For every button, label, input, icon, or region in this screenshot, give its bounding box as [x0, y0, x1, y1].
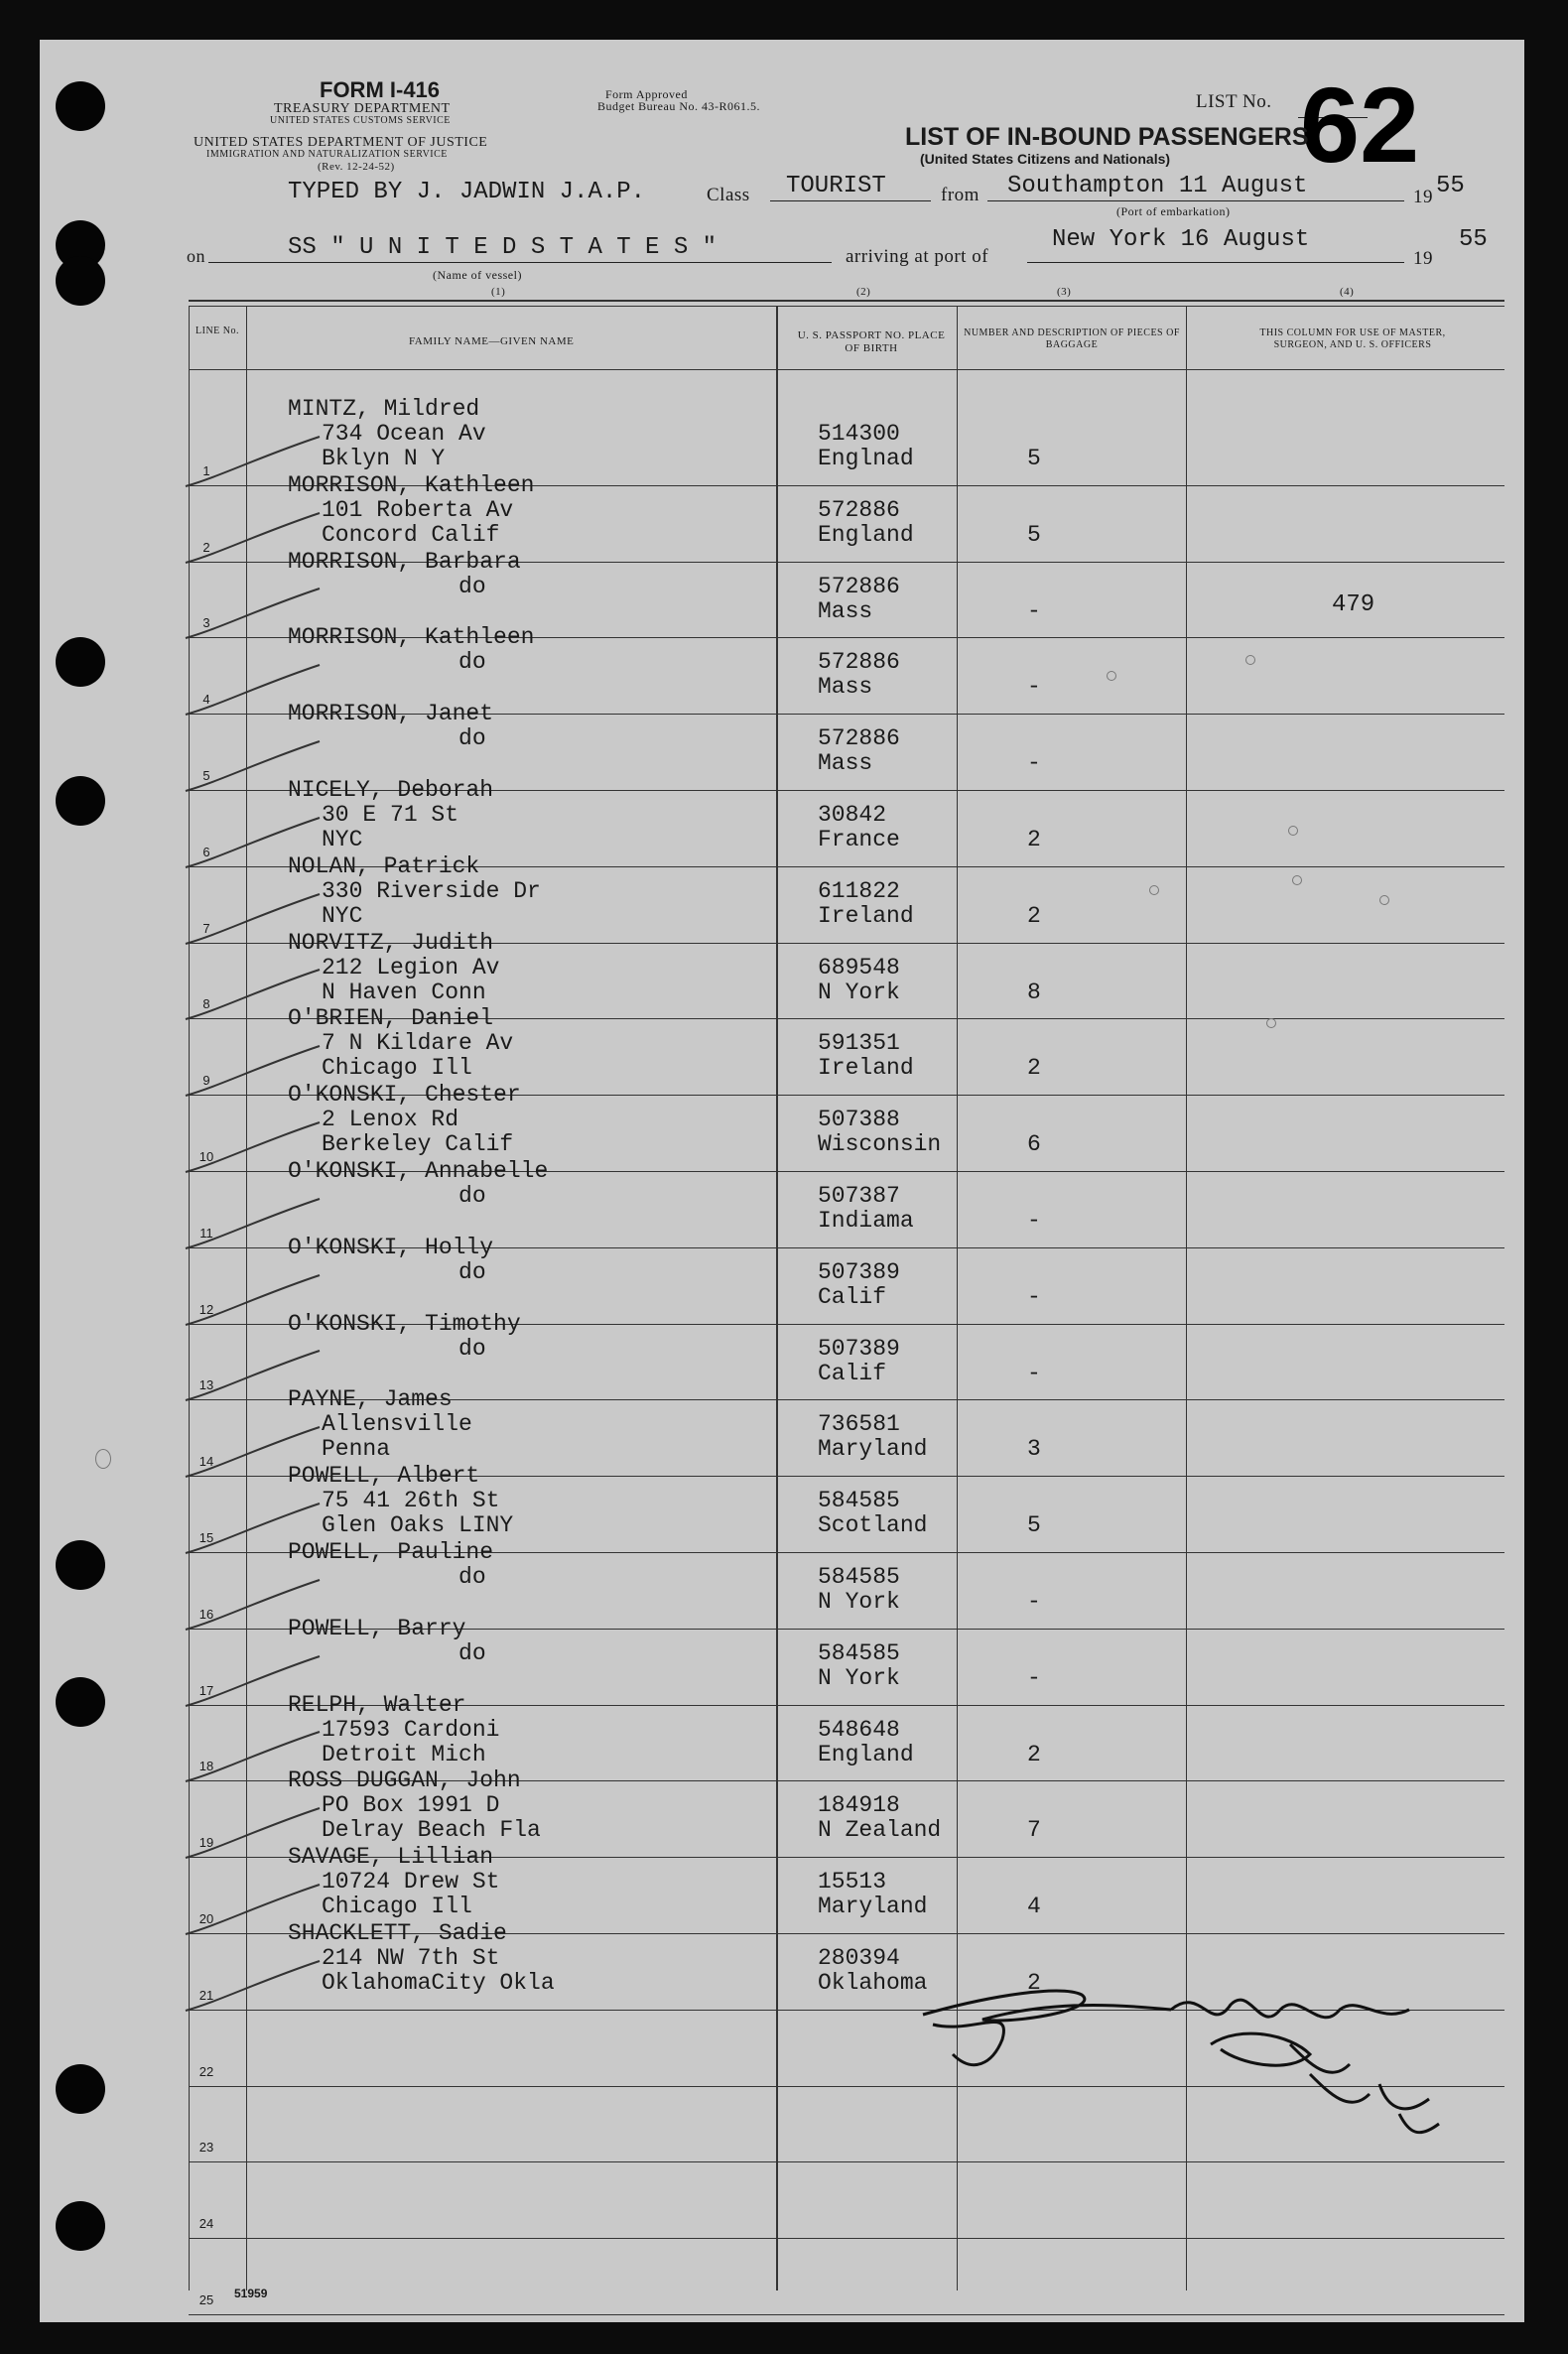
place-of-birth: Mass	[818, 674, 873, 701]
address-line-2: Chicago Ill	[322, 1894, 472, 1920]
scan-dot	[1245, 655, 1255, 665]
binder-hole	[56, 1677, 105, 1727]
passenger-name: MINTZ, Mildred	[288, 396, 480, 422]
passenger-name: MORRISON, Kathleen	[288, 624, 535, 651]
passenger-name: POWELL, Albert	[288, 1463, 480, 1490]
from-value: Southampton 11 August	[1007, 173, 1308, 199]
address-line-2: Concord Calif	[322, 521, 500, 548]
table-top-rule	[189, 300, 1504, 302]
address-line-1: do	[322, 1335, 486, 1362]
passport-number: 572886	[818, 573, 900, 599]
passport-number: 591351	[818, 1030, 900, 1057]
place-of-birth: Wisconsin	[818, 1131, 942, 1158]
year-1: 55	[1436, 173, 1465, 199]
passport-number: 507389	[818, 1258, 900, 1285]
scan-dot	[1292, 875, 1302, 885]
passport-number: 30842	[818, 802, 887, 828]
place-of-birth: England	[818, 521, 914, 548]
baggage-count: 2	[1027, 1970, 1041, 1996]
address-line-1: do	[322, 573, 486, 599]
place-of-birth: Mass	[818, 597, 873, 624]
line-number: 12	[198, 1301, 214, 1317]
address-line-1: PO Box 1991 D	[322, 1792, 500, 1819]
address-line-1: 75 41 26th St	[322, 1488, 500, 1514]
baggage-count: 5	[1027, 1512, 1041, 1539]
year-prefix-1: 19	[1413, 187, 1433, 207]
passport-number: 548648	[818, 1716, 900, 1743]
vessel-rule	[208, 262, 832, 263]
address-line-2: Glen Oaks LINY	[322, 1512, 514, 1539]
binder-hole	[56, 776, 105, 826]
address-line-1: 330 Riverside Dr	[322, 877, 541, 904]
line-number: 4	[202, 692, 210, 708]
passenger-name: NOLAN, Patrick	[288, 852, 480, 879]
passport-number: 584585	[818, 1488, 900, 1514]
col-header-line: LINE No.	[196, 326, 239, 336]
line-number: 9	[202, 1073, 210, 1089]
line-number: 18	[198, 1759, 214, 1774]
passport-number: 507389	[818, 1335, 900, 1362]
passport-number: 572886	[818, 496, 900, 523]
passport-number: 611822	[818, 877, 900, 904]
class-label: Class	[707, 185, 750, 205]
line-number: 14	[198, 1454, 214, 1470]
address-line-1: 214 NW 7th St	[322, 1945, 500, 1971]
footer-code: 51959	[234, 2287, 268, 2300]
arrival-rule	[1027, 262, 1404, 263]
form-approved: Form Approved	[605, 87, 688, 101]
scan-dot	[1288, 826, 1298, 836]
from-rule	[987, 200, 1404, 201]
line-number: 23	[198, 2140, 214, 2156]
col-header-name: FAMILY NAME—GIVEN NAME	[409, 335, 575, 347]
address-line-2: OklahomaCity Okla	[322, 1970, 555, 1996]
address-line-2: Bklyn N Y	[322, 446, 446, 471]
line-number: 8	[202, 996, 210, 1012]
from-label: from	[941, 185, 980, 205]
baggage-count: 8	[1027, 979, 1041, 1005]
passenger-name: SAVAGE, Lillian	[288, 1844, 494, 1871]
scan-mark	[95, 1449, 111, 1469]
line-number: 17	[198, 1682, 214, 1698]
form-revision: (Rev. 12-24-52)	[318, 161, 395, 173]
on-label: on	[187, 246, 205, 266]
check-mark-icon	[181, 1956, 329, 2016]
dept-justice: UNITED STATES DEPARTMENT OF JUSTICE	[194, 135, 488, 150]
address-line-1: do	[322, 725, 486, 752]
vessel-name: SS " U N I T E D S T A T E S "	[288, 234, 718, 261]
list-subtitle: (United States Citizens and Nationals)	[920, 151, 1171, 167]
form-number: FORM I-416	[320, 77, 441, 102]
passenger-name: ROSS DUGGAN, John	[288, 1767, 521, 1794]
address-line-2: N Haven Conn	[322, 979, 486, 1005]
passport-number: 736581	[818, 1411, 900, 1438]
line-number: 1	[202, 462, 210, 478]
binder-hole	[56, 637, 105, 687]
line-number: 5	[202, 768, 210, 783]
passport-number: 507387	[818, 1183, 900, 1209]
line-number: 16	[198, 1606, 214, 1622]
address-line-2: Delray Beach Fla	[322, 1817, 541, 1844]
place-of-birth: N York	[818, 1664, 900, 1691]
passport-number: 689548	[818, 954, 900, 981]
class-rule	[770, 200, 931, 201]
col-num-2: (2)	[856, 286, 871, 298]
line-number: 3	[202, 615, 210, 631]
line-number: 21	[198, 1987, 214, 2003]
row-rule	[189, 2314, 1504, 2315]
baggage-count: -	[1027, 1283, 1041, 1310]
baggage-count: 5	[1027, 521, 1041, 548]
officer-note: 479	[1332, 591, 1375, 618]
baggage-count: -	[1027, 1360, 1041, 1386]
manifest-page	[40, 40, 1524, 2322]
baggage-count: 2	[1027, 1055, 1041, 1082]
place-of-birth: Mass	[818, 750, 873, 777]
passenger-name: O'KONSKI, Holly	[288, 1234, 494, 1260]
baggage-count: 6	[1027, 1131, 1041, 1158]
passenger-name: POWELL, Pauline	[288, 1539, 494, 1565]
address-line-2: Chicago Ill	[322, 1055, 472, 1082]
address-line-1: do	[322, 649, 486, 676]
address-line-1: 17593 Cardoni	[322, 1716, 500, 1743]
address-line-1: 30 E 71 St	[322, 802, 459, 828]
line-number: 13	[198, 1377, 214, 1393]
binder-hole	[56, 2064, 105, 2114]
address-line-1: 212 Legion Av	[322, 954, 500, 981]
place-of-birth: Ireland	[818, 1055, 914, 1082]
place-of-birth: N York	[818, 1589, 900, 1615]
place-of-birth: England	[818, 1741, 914, 1767]
line-number: 24	[198, 2216, 214, 2232]
baggage-count: 2	[1027, 902, 1041, 929]
dept-treasury: TREASURY DEPARTMENT	[274, 101, 451, 116]
list-number: 62	[1300, 65, 1420, 185]
scan-dot	[1107, 671, 1116, 681]
binder-hole	[56, 2201, 105, 2251]
place-of-birth: Maryland	[818, 1436, 928, 1463]
passenger-name: NORVITZ, Judith	[288, 929, 494, 956]
budget-bureau: Budget Bureau No. 43-R061.5.	[597, 99, 760, 113]
passenger-name: POWELL, Barry	[288, 1615, 466, 1641]
place-of-birth: Calif	[818, 1360, 887, 1386]
passport-number: 584585	[818, 1564, 900, 1590]
binder-hole	[56, 1540, 105, 1590]
dept-customs: UNITED STATES CUSTOMS SERVICE	[270, 115, 451, 126]
passenger-name: O'KONSKI, Timothy	[288, 1310, 521, 1337]
arriving-label: arriving at port of	[846, 246, 989, 267]
col-num-4: (4)	[1340, 286, 1355, 298]
row-rule	[189, 2238, 1504, 2239]
place-of-birth: Scotland	[818, 1512, 928, 1539]
scan-dot	[1266, 1018, 1276, 1028]
line-number: 22	[198, 2063, 214, 2079]
scan-dot	[1379, 895, 1389, 905]
class-value: TOURIST	[786, 173, 886, 199]
place-of-birth: Ireland	[818, 902, 914, 929]
list-no-label: LIST No.	[1196, 91, 1272, 112]
baggage-count: -	[1027, 750, 1041, 777]
binder-hole	[56, 256, 105, 306]
col-line-2	[776, 306, 778, 2290]
line-number: 11	[199, 1225, 213, 1241]
list-title: LIST OF IN-BOUND PASSENGERS	[905, 123, 1309, 151]
col-header-baggage: NUMBER AND DESCRIPTION OF PIECES OF BAGGAGE	[964, 327, 1180, 350]
port-embarkation-label: (Port of embarkation)	[1116, 204, 1231, 218]
place-of-birth: N Zealand	[818, 1817, 942, 1844]
place-of-birth: Calif	[818, 1283, 887, 1310]
place-of-birth: Oklahoma	[818, 1970, 928, 1996]
baggage-count: -	[1027, 674, 1041, 701]
passenger-name: NICELY, Deborah	[288, 777, 494, 803]
passport-number: 584585	[818, 1639, 900, 1666]
passenger-name: O'KONSKI, Annabelle	[288, 1158, 549, 1184]
passport-number: 507388	[818, 1107, 900, 1133]
line-number: 20	[198, 1911, 214, 1926]
address-line-1: do	[322, 1639, 486, 1666]
line-number: 25	[198, 2292, 214, 2307]
col-num-1: (1)	[491, 286, 506, 298]
passenger-name: SHACKLETT, Sadie	[288, 1920, 507, 1946]
baggage-count: 4	[1027, 1894, 1041, 1920]
place-of-birth: France	[818, 827, 900, 852]
address-line-2: NYC	[322, 827, 363, 852]
passport-number: 15513	[818, 1869, 887, 1896]
passenger-name: PAYNE, James	[288, 1386, 453, 1413]
place-of-birth: N York	[818, 979, 900, 1005]
address-line-2: Berkeley Calif	[322, 1131, 514, 1158]
col-header-officers: THIS COLUMN FOR USE OF MASTER, SURGEON, AND U. S. OFFICERS	[1259, 327, 1446, 350]
line-number: 2	[202, 539, 210, 555]
baggage-count: -	[1027, 1208, 1041, 1234]
address-line-1: Allensville	[322, 1411, 472, 1438]
passenger-name: MORRISON, Janet	[288, 701, 494, 727]
passport-number: 184918	[818, 1792, 900, 1819]
address-line-1: do	[322, 1564, 486, 1590]
passport-number: 280394	[818, 1945, 900, 1971]
address-line-1: 10724 Drew St	[322, 1869, 500, 1896]
vessel-label: (Name of vessel)	[433, 268, 522, 282]
dept-immigration: IMMIGRATION AND NATURALIZATION SERVICE	[206, 149, 448, 160]
officer-signature	[913, 1965, 1469, 2193]
year-2: 55	[1459, 226, 1488, 253]
baggage-count: 3	[1027, 1436, 1041, 1463]
table-top-rule-2	[189, 306, 1504, 307]
baggage-count: 7	[1027, 1817, 1041, 1844]
passenger-name: O'KONSKI, Chester	[288, 1082, 521, 1109]
header-bottom-rule	[189, 369, 1504, 370]
baggage-count: 5	[1027, 446, 1041, 471]
passenger-name: MORRISON, Barbara	[288, 548, 521, 575]
year-prefix-2: 19	[1413, 248, 1433, 269]
line-number: 10	[198, 1149, 214, 1164]
address-line-1: 7 N Kildare Av	[322, 1030, 514, 1057]
typed-by: TYPED BY J. JADWIN J.A.P.	[288, 179, 646, 205]
address-line-1: do	[322, 1183, 486, 1209]
baggage-count: 2	[1027, 827, 1041, 852]
arrival-value: New York 16 August	[1052, 226, 1310, 253]
col-header-passport: U. S. PASSPORT NO. PLACE OF BIRTH	[797, 329, 946, 354]
passport-number: 572886	[818, 649, 900, 676]
baggage-count: 2	[1027, 1741, 1041, 1767]
address-line-1: 2 Lenox Rd	[322, 1107, 459, 1133]
place-of-birth: Maryland	[818, 1894, 928, 1920]
line-number: 15	[198, 1530, 214, 1545]
line-number: 6	[202, 844, 210, 859]
address-line-1: 734 Ocean Av	[322, 421, 486, 447]
address-line-2: Penna	[322, 1436, 391, 1463]
place-of-birth: Englnad	[818, 446, 914, 471]
address-line-2: Detroit Mich	[322, 1741, 486, 1767]
line-number: 7	[202, 920, 210, 936]
passenger-name: RELPH, Walter	[288, 1691, 466, 1718]
passport-number: 572886	[818, 725, 900, 752]
line-number: 19	[198, 1835, 214, 1851]
address-line-1: do	[322, 1258, 486, 1285]
passport-number: 514300	[818, 421, 900, 447]
col-num-3: (3)	[1057, 286, 1072, 298]
place-of-birth: Indiama	[818, 1208, 914, 1234]
address-line-2: NYC	[322, 902, 363, 929]
baggage-count: -	[1027, 1589, 1041, 1615]
baggage-count: -	[1027, 1664, 1041, 1691]
passenger-name: O'BRIEN, Daniel	[288, 1005, 494, 1032]
address-line-1: 101 Roberta Av	[322, 496, 514, 523]
baggage-count: -	[1027, 597, 1041, 624]
binder-hole	[56, 81, 105, 131]
passenger-name: MORRISON, Kathleen	[288, 471, 535, 498]
scan-dot	[1149, 885, 1159, 895]
